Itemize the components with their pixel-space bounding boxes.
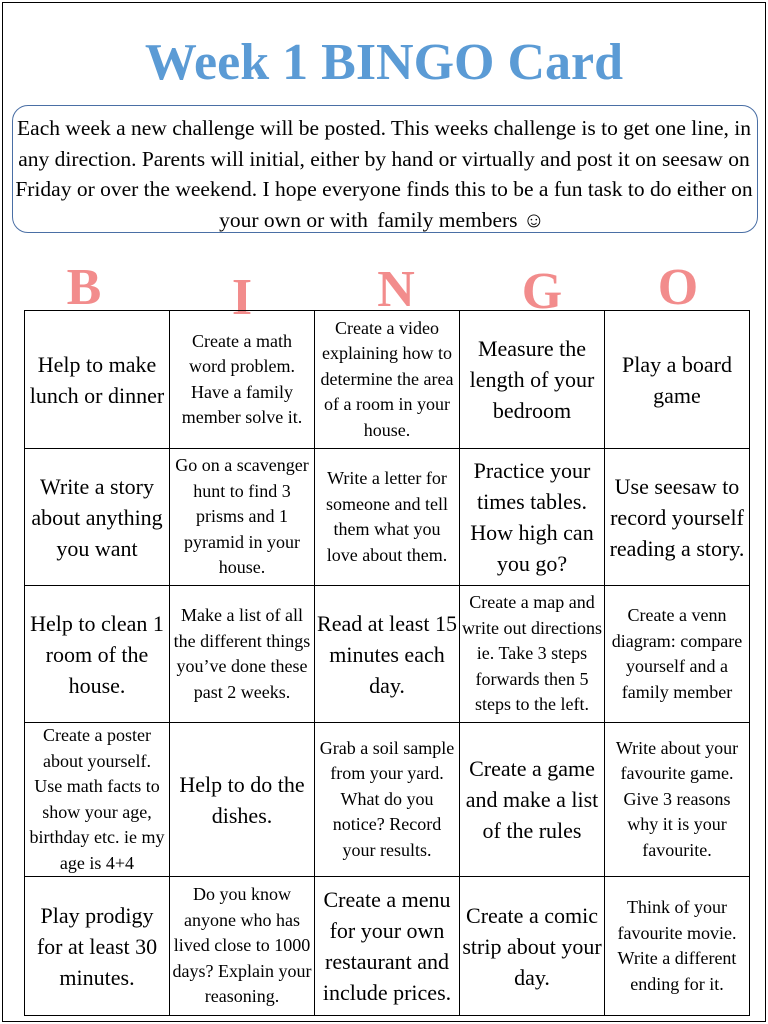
bingo-grid — [24, 310, 750, 1016]
intro-body: Each week a new challenge will be posted. This weeks challenge is to get one line, in any direction. Parents will initial, either by hand or virtually and post it on seesaw on Friday or over the weekend. I hope everyone finds this to be a fun task to do either on your own or with — [15, 116, 753, 232]
bingo-cell: Create a map and write out directions ie. Take 3 steps forwards then 5 steps to the left. — [460, 586, 605, 723]
page-title: Week 1 BINGO Card — [144, 34, 624, 91]
bingo-cell: Create a poster about yourself. Use math facts to show your age, birthday etc. ie my age is 4+4 — [25, 723, 170, 877]
bingo-cell: Read at least 15 minutes each day. — [315, 586, 460, 723]
grid-row — [25, 311, 750, 449]
letter-n: N — [377, 261, 415, 318]
bingo-cell: Create a math word problem. Have a family member solve it. — [170, 311, 315, 449]
bingo-cell: Practice your times tables. How high can you go? — [460, 449, 605, 586]
grid-row — [25, 586, 750, 723]
bingo-cell: Go on a scavenger hunt to find 3 prisms and 1 pyramid in your house. — [170, 449, 315, 586]
grid-row — [25, 723, 750, 877]
bingo-cell: Help to clean 1 room of the house. — [25, 586, 170, 723]
letter-g: G — [521, 263, 563, 320]
bingo-cell: Create a comic strip about your day. — [460, 877, 605, 1016]
intro-text — [14, 113, 754, 235]
intro-last-line: family members ☺ — [373, 208, 549, 232]
bingo-cell: Grab a soil sample from your yard. What do you notice? Record your results. — [315, 723, 460, 877]
bingo-cell: Create a video explaining how to determine the area of a room in your house. — [315, 311, 460, 449]
letter-i: I — [231, 269, 253, 326]
bingo-cell: Write a story about anything you want — [25, 449, 170, 586]
bingo-cell: Play prodigy for at least 30 minutes. — [25, 877, 170, 1016]
letter-o: O — [657, 259, 699, 316]
bingo-cell: Measure the length of your bedroom — [460, 311, 605, 449]
bingo-cell: Write a letter for someone and tell them what you love about them. — [315, 449, 460, 586]
grid-row — [25, 449, 750, 586]
bingo-cell: Play a board game — [605, 311, 750, 449]
bingo-cell: Create a venn diagram: compare yourself and a family member — [605, 586, 750, 723]
grid-row — [25, 877, 750, 1016]
bingo-cell: Write about your favourite game. Give 3 reasons why it is your favourite. — [605, 723, 750, 877]
bingo-cell: Help to make lunch or dinner — [25, 311, 170, 449]
bingo-cell: Create a menu for your own restaurant and include prices. — [315, 877, 460, 1016]
bingo-cell: Use seesaw to record yourself reading a story. — [605, 449, 750, 586]
bingo-cell: Help to do the dishes. — [170, 723, 315, 877]
bingo-cell: Think of your favourite movie. Write a different ending for it. — [605, 877, 750, 1016]
bingo-cell: Do you know anyone who has lived close to 1000 days? Explain your reasoning. — [170, 877, 315, 1016]
letter-b: B — [66, 259, 102, 316]
bingo-cell: Create a game and make a list of the rules — [460, 723, 605, 877]
bingo-cell: Make a list of all the different things you’ve done these past 2 weeks. — [170, 586, 315, 723]
